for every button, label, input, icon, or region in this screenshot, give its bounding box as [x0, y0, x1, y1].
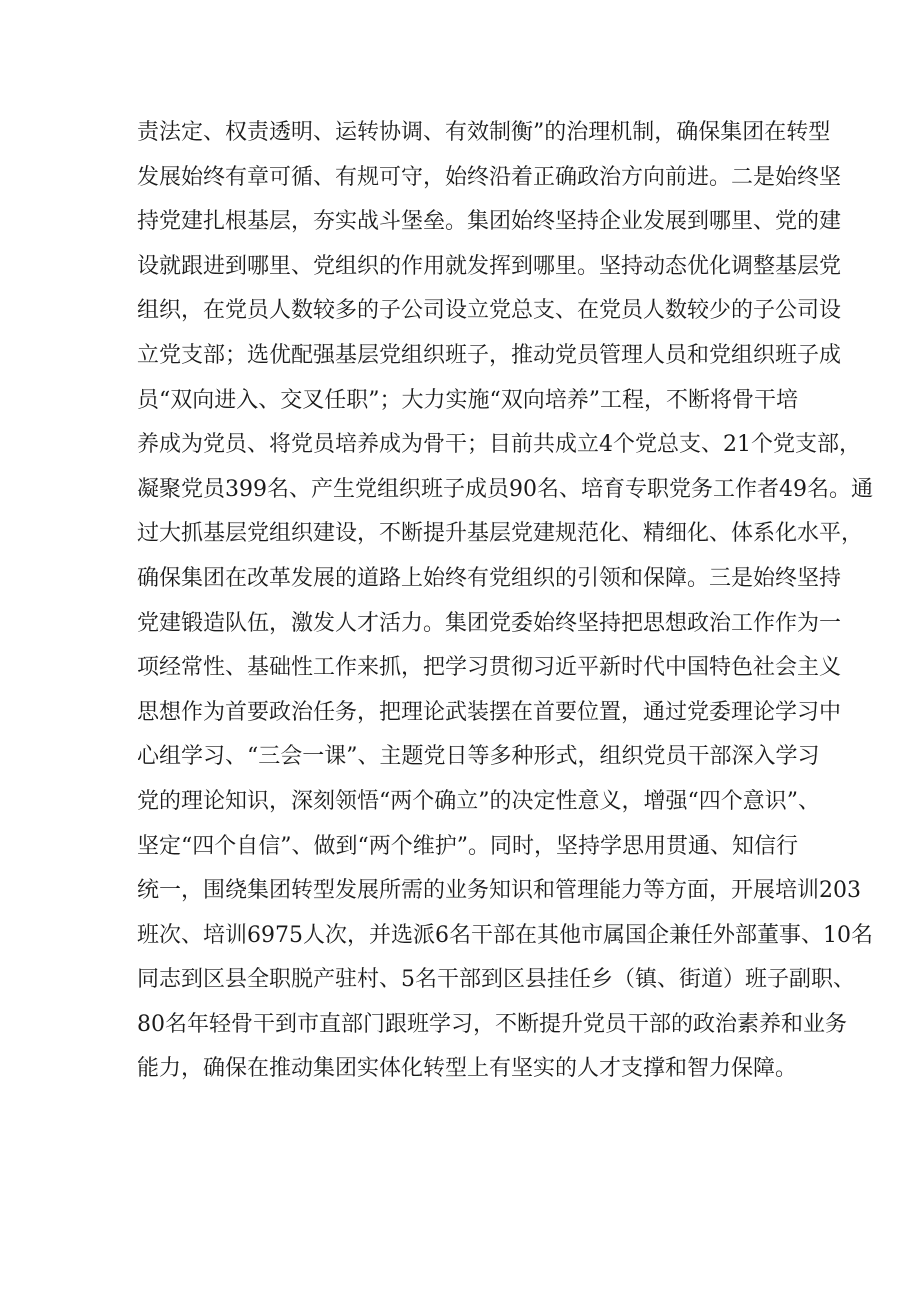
text-line: 确保集团在改革发展的道路上始终有党组织的引领和保障。三是始终坚持 — [137, 565, 842, 591]
text-line: 同志到区县全职脱产驻村、5名干部到区县挂任乡（镇、街道）班子副职、 — [137, 967, 855, 993]
text-line: 持党建扎根基层，夯实战斗堡垒。集团始终坚持企业发展到哪里、党的建 — [137, 209, 842, 235]
text-line: 项经常性、基础性工作来抓，把学习贯彻习近平新时代中国特色社会主义 — [137, 655, 842, 681]
text-line: 坚定“四个自信”、做到“两个维护”。同时，坚持学思用贯通、知信行 — [137, 833, 798, 859]
text-line: 党建锻造队伍，激发人才活力。集团党委始终坚持把思想政治工作作为一 — [137, 610, 842, 636]
text-line: 班次、培训6975人次，并选派6名干部在其他市属国企兼任外部董事、10名 — [137, 922, 873, 948]
text-line: 员“双向进入、交叉任职”；大力实施“双向培养”工程，不断将骨干培 — [137, 387, 798, 413]
text-line: 过大抓基层党组织建设，不断提升基层党建规范化、精细化、体系化水平， — [137, 521, 864, 547]
text-line: 立党支部；选优配强基层党组织班子，推动党员管理人员和党组织班子成 — [137, 342, 842, 368]
body-paragraph — [137, 111, 873, 1092]
text-line: 统一，围绕集团转型发展所需的业务知识和管理能力等方面，开展培训203 — [137, 878, 861, 904]
text-line: 心组学习、“三会一课”、主题党日等多种形式，组织党员干部深入学习 — [137, 744, 820, 770]
text-line: 凝聚党员399名、产生党组织班子成员90名、培育专职党务工作者49名。通 — [137, 476, 873, 502]
text-line: 能力，确保在推动集团实体化转型上有坚实的人才支撑和智力保障。 — [137, 1056, 798, 1082]
text-line: 组织，在党员人数较多的子公司设立党总支、在党员人数较少的子公司设 — [137, 298, 842, 324]
text-line: 党的理论知识，深刻领悟“两个确立”的决定性意义，增强“四个意识”、 — [137, 788, 820, 814]
text-line: 发展始终有章可循、有规可守，始终沿着正确政治方向前进。二是始终坚 — [137, 164, 842, 190]
text-line: 80名年轻骨干到市直部门跟班学习，不断提升党员干部的政治素养和业务 — [137, 1011, 847, 1037]
text-line: 设就跟进到哪里、党组织的作用就发挥到哪里。坚持动态优化调整基层党 — [137, 253, 842, 279]
text-line: 责法定、权责透明、运转协调、有效制衡”的治理机制，确保集团在转型 — [137, 120, 831, 145]
text-line: 养成为党员、将党员培养成为骨干；目前共成立4个党总支、21个党支部， — [137, 432, 861, 458]
text-line: 思想作为首要政治任务，把理论武装摆在首要位置，通过党委理论学习中 — [137, 699, 842, 725]
